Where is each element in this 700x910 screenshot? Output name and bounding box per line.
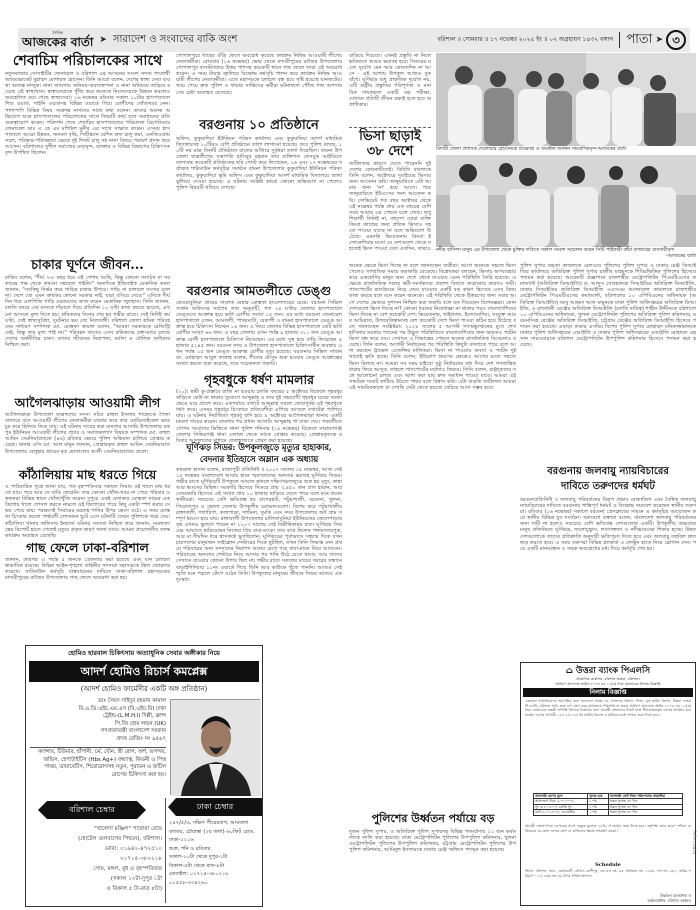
table-cell: ১০% bbox=[588, 799, 608, 804]
table-cell: অনাদায়ী মোট টাকা পরিশোধের সময়সীমা bbox=[608, 794, 682, 799]
text-line: পি.জি হোম লন্ডন (UK) bbox=[114, 720, 166, 727]
photo-caption: নদীর বাসিন্দা মানুষ এর উপজেলা থেকে মুক্তির দাবিতে সকাল সংবাদ সম্মেলন করেন সিটি পাইকারী কাঁচা বাজারের ব্যবসায়ীবৃন্দ bbox=[436, 248, 675, 253]
divider bbox=[165, 798, 166, 903]
auction-table bbox=[533, 793, 683, 816]
text-line: সকাল-১০টা থেকে দুপুর-১টা bbox=[169, 854, 228, 860]
headline-borguna-10: বরগুনায় ১০ প্রতিষ্ঠানে bbox=[199, 118, 319, 133]
table-cell: সকল সুদসহ ৩০ দিন bbox=[608, 810, 682, 815]
headline-line: দাবিতে তরুণদের ধর্মঘট bbox=[561, 481, 655, 492]
doctor-credentials bbox=[30, 698, 166, 746]
article-body: বাড়িয়ে দিয়েছে। এখনই প্রস্তুতি না নিলে ভবিষ্যতে আরও ভয়াবহ হবে। সিডরের মতো দুর্যোগ যেন আর কোনোদিন না আসে - এই আশায় উপকূল আজও বুক বাঁধে। ঘূর্ণিঝড় শুধু প্রাকৃতিক দুর্যোগ নয়, এটি রাষ্ট্রীয় প্রস্তুতির পরিপূর্ণতা ও মানবিক দায়বদ্ধতা একটি বড় পরীক্ষা, যেখানে প্রতিটি জীবন রক্ষাই হতে হবে অগ্রাধিকার। bbox=[349, 53, 431, 108]
barishal-chamber-banner bbox=[38, 801, 146, 819]
headline-line: বেদনার ইতিহাসে অম্লান এক অধ্যায় bbox=[199, 454, 319, 464]
section-title: সারাদেশ ও সংবাদের বাকি অংশ bbox=[112, 34, 238, 45]
article-body-continued bbox=[349, 263, 516, 809]
article-body-continued bbox=[266, 645, 343, 907]
text-line: বাজার, চৌরাস্তা (২য় তলা) ৬০ফিট রোড, bbox=[169, 828, 255, 835]
bank-name-text: উত্তরা ব্যাংক পিএলসি bbox=[575, 666, 651, 676]
article-body: ও পারিবারিক সূত্রে জানা যায়, গত বৃহস্পতিবার সকালে সিয়াম ওই খালে মাছ ধরতে যায়। পরে আর সে বাড়ি ফেরেনি। তার কোনো খোঁজ-খবর না পেয়ে পরিবার ও স্বজনরা বিভিন্ন স্থানে খোঁজাখুঁজি করেন। দুপুরে একই এলাকার মোস্তফা নামের এক কিশোর খালে গোসল করতে নামলে ওই কিশোরের পায়ে কিছু একটা স্পর্শ করায় সে ভয় পেয়ে যায়। পরক্ষণেই সিয়ামের মরদেহ পানির উপর ভেসে ওঠে। এ সময় মোস্তফা চিৎকার করলে পার্শ্ববর্তী লোকজন ছুটে এসে ঘটনাটি জেনে পুলিশকে খবর দেয়। কাঁঠালিয়া থানার অফিসার ইনচার্জ ঘটনার সত্যতা নিশ্চিত করে জানান, ময়নাতদন্তের রিপোর্ট হাতে পেলেই মৃত্যুর প্রকৃত কারণ জানা যাবে। আমরা প্রয়োজনীয় তদন্ত কার্যক্রম অব্যাহত রেখেছি। bbox=[5, 484, 170, 539]
table-row bbox=[534, 810, 683, 815]
text-line: ও বিকাল ৫ টা-রাত ৮টা) bbox=[106, 886, 162, 892]
text-line: ০১৫৫৮-৩৩৪২৬০ bbox=[169, 879, 208, 886]
text-line: (হোটেল গুলবাগের পিছনে), বরিশাল। bbox=[78, 836, 162, 842]
article-body: বরগুনাপ্রতিনিধি ॥ জলবায়ু পরিবর্তনের বিরূপ প্রভাব মোকাবিলা এবং বৈশ্বিক জলবায়ু ন্যায়বিচারের দাবিতে বরগুনায় শান্তিপূর্ণ ধর্মঘট ও বিক্ষোভ সমাবেশ করেছেন স্থানীয় তরুণরা। রবিবার (১৬ নভেম্বর) সকালে বরগুনা প্রেসক্লাবের সামনে এ কর্মসূচির আয়োজন করে স্থানীয় বিভিন্ন যুব সংগঠন। সমাবেশে বক্তারা বলেন, বাংলাদেশ জলবায়ু পরিবর্তনের জন্য দায়ী না হলেও সবচেয়ে বেশি ক্ষতিগ্রস্ত দেশগুলোর একটি। উপকূলীয় অঞ্চলের মানুষ প্রতিনিয়ত ঘূর্ণিঝড়, জলোচ্ছ্বাস, লবণাক্ততা ও নদীভাঙনের শিকার হচ্ছে। উন্নত দেশগুলোকে তাদের প্রতিশ্রুতি অনুযায়ী ক্ষতিপূরণ দিতে হবে এবং জলবায়ু তহবিল দ্রুত ছাড় করতে হবে। এ সময় তরুণরা বিভিন্ন প্ল্যাকার্ড ও ফেস্টুন হাতে নিয়ে স্লোগান দেন। পরে একটি মানববন্ধন ও সড়ক অবরোধের মধ্য দিয়ে কর্মসূচি শেষ হয়। bbox=[520, 497, 696, 552]
page-number bbox=[626, 29, 686, 51]
doctor-portrait bbox=[170, 699, 260, 795]
table-cell: সুদ ৩,২০,৫০০/- চলতি সুদ bbox=[534, 804, 588, 809]
divider bbox=[349, 127, 431, 128]
table-cell: অনাদায়ী ঋণের মূল্য bbox=[534, 794, 588, 799]
text-line: (সকাল ১০টা-দুপুর ১টা bbox=[110, 876, 162, 882]
newspaper-logo bbox=[22, 30, 93, 50]
text-line: প্রদত্ত রেজিঃ নং ৯৫৬৭ bbox=[116, 735, 166, 742]
headline-line: ভিসা ছাড়াই bbox=[359, 129, 421, 144]
text-line: গণপ্রজাতন্ত্রী বাংলাদেশ সরকার bbox=[100, 728, 166, 735]
table-cell: সুদের হার bbox=[588, 794, 608, 799]
news-photo-press-conference bbox=[436, 155, 696, 247]
article-body bbox=[176, 467, 342, 643]
advertisement-bank-auction bbox=[520, 662, 696, 906]
headline-line: ৩৮ দেশে bbox=[366, 144, 414, 159]
notice-body: এতদ্বারা সর্বসাধারণের অবগতির জন্য জানানো যাচ্ছে যে, আসলাম বিশ্বাস, পিতা- মৃত হামিদ বিশ্বাস, উত্তরা ব্যাংক পিএলসি, বরিশাল শাখা হতে ঋণ গ্রহণ করে যথাসময়ে পরিশোধ না করায় অর্থঋণ আদালত আইন ২০০৩ এর ১২(৩) ধারা মোতাবেক বন্ধকী সম্পত্তি নিলামে বিক্রয়ের জন্য আগ্রহী ক্রেতাদের নিকট হতে সীলমোহরকৃত দরপত্র আহ্বান করা যাচ্ছে। দরপত্র আগামী ১৫/১২/২০২৫ ইং তারিখ বিকাল ৩ ঘটিকার মধ্যে শাখায় জমা দিতে হবে। bbox=[525, 699, 691, 717]
logo-tagline: দৈনিক bbox=[52, 30, 63, 35]
text-line: ঢাকা-১২১৬ bbox=[169, 837, 194, 843]
arrow-icon: ➤ bbox=[99, 35, 107, 45]
divider bbox=[30, 747, 166, 748]
table-cell: সকল সুদসহ ৩০ দিন bbox=[608, 799, 682, 804]
headline-shebachim: শেবাচিম পরিচালকের সাথে bbox=[12, 53, 163, 69]
text-line: ট্রেইন্ড-(L.M.H.I) দিল্লী, ফ্রান্স bbox=[102, 713, 166, 720]
logo-text: আজকের বার্তা bbox=[22, 35, 94, 49]
signature bbox=[611, 893, 691, 903]
headline-line: ঘূর্ণিঝড় সিডর: উপকূলজুড়ে মৃত্যুর হাহাকার, bbox=[186, 442, 332, 452]
headline-grihobodhu: গৃহবধুকে ধর্ষণ মামলার bbox=[204, 372, 314, 387]
group-photo-image bbox=[436, 53, 696, 146]
article-text: কামরুল হাসান বলেন, রাজাপুরী প্রতিনিধি ॥ ২০০৭ সালের ১৫ নভেম্বর, আজ সেই ১৫ নভেম্বর বাংলাদেশে আবার হানে স্মরণকালের অন্যতম ভয়াবহ ঘূর্ণিঝড় সিডর। গভীর রাতে ঘূর্ণিঝড়টি উপকূলে আঘাত হানলে দক্ষিণাঞ্চলজুড়ে শুরু হয় মৃত্যু, কান্না আর ধ্বংসের মিছিল। সরকারি হিসেবে সিডরে প্রায় ৩,৪৫০ জন প্রাণ হারান, আর বেসরকারি হিসেবে এই সংখ্যা প্রায় ১০ হাজার ছাড়িয়ে যেতে পারে বলে মনে করেন স্থানীয়রা। সবচেয়ে বেশি ক্ষতিগ্রস্ত হয় বাগেরহাট, পটুয়াখালী, বরগুনা, খুলনা, পিরোজপুর ও ভোলা জেলার উপকূলীয় চরাঞ্চলগুলো। বিশেষ করে পটুয়াখালীর রাঙ্গাবালী, গলাচিপা, কলাপাড়া, দশমিনা, দুমকি এবং সদর উপজেলার অর্ধ গ্রাম সম্পূর্ণ ধ্বংসে হয়ে যায়। রাঙ্গাবালী উপজেলার চালিতাবুনিয়া ইউনিয়নের জেলেপাড়ার বৃদ্ধ এখনও ভুলতে পারেন না ২০০৭ সালের সেই বিভীষিকাময় রাত। ঘূর্ণিঝড় সিডরের আঘাতে হারিয়েছেন নিজের প্রিয় বাবা-মাকে। তার বাবা ছিলেন গঙ্গামাতারপুত্র, আর মা দীর্ঘদিন ধরে শ্বাসকষ্টে ভুগছিলেন। ঘূর্ণিঝড়ের পূর্বাভাসে সন্ধ্যার দিকে যখন চারপাশের মানুষজন সাইক্লোন শেল্টারের দিকে ছুটছিল, তখন তিনি সিদ্ধান্ত নেন প্রথমে পরিবারের অন্য সদস্যদের নিরাপদ আশ্রয় রেখে পরে বাবা-মাকে নিয়ে আসবেন। পরিবারের অন্যদের শেল্টারে নিয়ে আসার পর পানি উঠে যেতে থাকে, আর তাদের সেখানে যাওয়ার কোনো উপায় ছিল না। গভীর রাতে সকলের মায়ের খবরের সন্ধানে বাড়াইশিদিয়ার ১১নং ওয়ার্ডে গিয়ে তিনি আর কাউকে খুঁজে পাননি। আজও সেই স্মৃতি মনে পড়লে কেঁপে ওঠেন তিনি। উপকূলের মানুষের জীবনে সিডর আজও এক দুঃস্বপ্ন। bbox=[176, 467, 342, 583]
headline-agoiljhara: আগৈলঝাড়ায় আওয়ামী লীগ bbox=[14, 395, 161, 410]
dhaka-chamber-banner bbox=[168, 798, 262, 816]
article-body: জানান, তারপর এ পর্যন্ত ৫ জনকে গ্রেফতার করা হয়েছে এবং যান চলাচল স্বাভাবিক রয়েছে। বিভিন্ন আইন-শৃঙ্খলা বাহিনীর সদস্যরা মহাসড়কে টহল জোরদার করেছে। সাটডাউন কর্মসূচি বাস্তবায়নের দাবিতে ঢাকা-বরিশাল মহাসড়কের মাদারীপুরের রাজৈর উপজেলায় গাছ ফেলে অবরোধ করা হয়। bbox=[5, 557, 170, 582]
group-photo-image bbox=[436, 155, 696, 247]
article-text: জটিলতার কারণে যেতে পারেননি দুই দেশের কোনোটিতেই। বিবিসি বাংলাকে তিনি বলেন, অক্টোবরে দুবাইয়ের ভিসার জন্য আবেদন করি। জানুয়ারিতে এটা আমার জন্য 'না' হয়ে আসে। পরে জানুয়ারিতে ইউএসের জন্য আবেদন করি। সোভিয়েট গত বছর অক্টোবর থেকে এই নভেম্বর পর্যন্ত প্রায় এক বছরের বেশি সময় আমার এর পেছনে চলে গেছে। শুধু শিক্ষার্থী তিনিই না, বহুদেশ ঘোরা ব্যক্তি কিংবা কাজের জন্য প্রতিক ভিসাও সহজে পাওয়া যাচ্ছে না বলে অভিযোগ উঠেছে। এমনকি ভিয়েতনাম কিংবা ইন্দোনেশিয়ার মতো যে দেশগুলো থেকে সহজেই ভিসা পাওয়া যেত এতদিন, তারাও bbox=[349, 161, 431, 253]
text-line: মোবাইল: ০১৭১৫-৩৮০২১৮ bbox=[169, 871, 229, 877]
ad-ref: জিডি-১২৩/২৫ bbox=[692, 830, 697, 855]
issue-date: বরিশাল ॥ সোমবার ॥ ১৭ নভেম্বর ২০২৫ ইং ॥ ০২ অগ্রহায়ণ ১৪৩২ বঙ্গাব্দ bbox=[437, 36, 614, 43]
text-line: ডাঃ সৈয়দ সাইদুর রহমান কামাল bbox=[97, 698, 166, 704]
text-line: শুক্র, শনি ও রবিবার bbox=[169, 845, 211, 852]
photo-caption: বিদায়ী জেলা প্রশাসক দেলোয়ার হোসেনকে শুভেচ্ছা ও সংবর্ধনা জানান সাংবাদিকবৃন্দ-আজকের বার্তা bbox=[436, 147, 627, 152]
notice-terms: আগ্রহী ক্রেতাগণকে দরপত্রের সাথে দরকৃত মূল্যের ২৫% পে-অর্ডার জমা দিতে হবে। কর্তৃপক্ষ কোন কারণ দর্শানো ব্যতিরেকে যে কোন দরপত্র গ্রহণ বা বাতিলের ক্ষমতা সংরক্ষণ করেন। bbox=[525, 824, 691, 833]
headline-kathalia: কাঁঠালিয়ায় মাছ ধরতে গিয়ে bbox=[18, 467, 157, 482]
bank-logo-icon: ⌂ bbox=[565, 666, 576, 676]
headline-police: পুলিশের উর্ধ্বতন পর্যায়ে বড় bbox=[371, 812, 495, 825]
barishal-chamber-address bbox=[28, 824, 162, 894]
headline-visa bbox=[349, 129, 431, 159]
article-body bbox=[349, 161, 431, 257]
article-body: কেওয়াবুনিয়া গ্রামের সালেক মেম্বার মোস্তফা হাওলাদারের মেয়ে। বরগুনা সিভিল সার্জন অফিসের সর্বশেষ তথ্য অনুযায়ী, গত ২৪ ঘণ্টায় জেলার হাসপাতালে ডেঙ্গুতে আক্রান্ত হয়ে ভর্তি রোগীর সংখ্যা ১৫ জন। এর মধ্যে বরগুনা জেনারেল হাসপাতালে ৫জন, আমতলী, পাথরঘাটা, বেতাগী ও বামনা হাসপাতালে ডেঙ্গু আক্রান্ত হয়ে চিকিৎসা নিচ্ছেন ১৪ জন। এ নিয়ে জেলার বিভিন্ন হাসপাতালে মোট ভর্তি রোগীর সংখ্যা ৬৬ জন। এ বছর জেলায় এখন পর্যন্ত ৯ হাজার ৩১১ জন ডেঙ্গু আক্রান্ত রোগী হাসপাতালে চিকিৎসা নিয়েছেন। এর মধ্যে সুস্থ হয়ে বাড়ি ফিরেছেন ৯ হাজার ৫২৪৫ জন। বরগুনা সদর ও উপজেলা হাসপাতালে চিকিৎসাধীন অবস্থায় এখন পর্যন্ত ১৫ জন ডেঙ্গু আক্রান্ত রোগীর মৃত্যু হয়েছে। বরগুনার সিভিল সার্জন ডা. মোহাম্মদ আবুল ফাত্তাহ বলেন, শীতের মৌসুম শুরু হওয়ায় ডেঙ্গু আক্রান্তের সংখ্যা কমতে শুরু করেছে, তবে সচেতনতা জরুরি। bbox=[176, 300, 343, 367]
ad-tagline: হোমিও হারবাল চিকিৎসায় অত্যাধুনিক সেবার অঙ্গীকার নিয়ে bbox=[68, 649, 220, 657]
schedule-title: Schedule bbox=[595, 862, 621, 868]
ad-name-banner: আদর্শ হোমিও রিচার্স কমপ্লেক্স bbox=[29, 661, 259, 682]
text-line: উর্ধ্বতন ব্যবস্থাপক ও bbox=[660, 893, 691, 898]
headline-climate bbox=[518, 464, 698, 494]
headline-line: বরগুনায় জলবায়ু ন্যায়বিচারের bbox=[547, 466, 669, 477]
page-number-circle: ৩ bbox=[666, 30, 686, 50]
doctor-photo-image bbox=[171, 700, 261, 796]
dhaka-chamber-address bbox=[169, 819, 262, 887]
headline-dengue: বরগুনার আমতলীতে ডেঙ্গু bbox=[186, 283, 332, 298]
article-text: অনেক ক্ষেত্রে ভিসা দিচ্ছে না বলে জানাচ্ছেন যাত্রীরা। আগে অনেকে সহজে ভিসা পেলেও সাম্প্রতিক সময়ে কড়াকড়ি বেড়েছে। বিশ্লেষকরা বলছেন, ভিসার অপব্যবহার করে একশ্রেণির মানুষ অন্য দেশে থেকে যাওয়ায় এমন পরিস্থিতি তৈরি হয়েছে। এক্ষেত্রে রাজনৈতিক দলের কর্মী-সমর্থকদের প্রকাশ্য বিবাদে জড়ানোর কারণও দায়ী। পাসপোর্টের র‍্যাংকিংয়ে নিচে নেমে যাওয়ার একটি বড় কারণ হিসেবে এসব বিষয় কাজ করছে বলে মনে করেন অনেকে। এই পরিস্থিতি থেকে উত্তরণের জন্য সবার আগে দেশের ভেতরে সুশাসন নিশ্চিত করা জরুরি বলে মত দিয়েছেন বিশেষজ্ঞরা। কোন দেশগুলো ভিসা দিচ্ছে না? কোনো ধরনের নিষেধাজ্ঞা না থাকার পরও বাংলাদেশিদের ভিসা দিচ্ছে না বেশ কয়েকটি দেশ। ভিয়েতনাম, থাইল্যান্ড, ইন্দোনেশিয়া, সংযুক্ত আরব আমিরাত, উজবেকিস্তানসহ বেশ কয়েকটি দেশে ভিসা পাওয়া কঠিন হয়ে উঠেছে বলে জানাচ্ছেন সংশ্লিষ্টরা। ২০২৪ সালের ৫ আগস্ট গণঅভ্যুত্থানের মুখে শেখ হাসিনার সরকার পতনের পর উদ্ভূত পরিস্থিতিতে বাংলাদেশিদের জন্য ভারতও পর্যটন ভিসা বন্ধ করে দেয়। সেখানে এ সিদ্ধান্তের পেছনে অনেক রাজনৈতিক বিবেচনাও রয়েছে। তিনি বলেন, আগামী নির্বাচনের পর পরিস্থিতি কিছুটা বদলাতে পারে বলে আশা করছেন ট্রাভেল এজেন্সির মালিকরা। ভিসা না পাওয়ায় ব্যবসা ও পর্যটন দুই খাতেই ক্ষতি হচ্ছে। তিনি বলেন, ইউরোপ ভ্রমণের ক্ষেত্রেও আগের মতো সহজে ভিসা মিলছে না। আমরা সব সময় চাইবো সুষ্ঠু নির্বাচনের মধ্য দিয়ে দেশ গণতান্ত্রিক ধারায় ফিরে আসুক, তাহলে পাসপোর্টের মর্যাদাও ফিরবে। তিনি বলেন, রাষ্ট্রদূতদের সঙ্গে আলোচনা চলছে এবং আশা করা যায় দ্রুত সমাধান পাওয়া যাবে। আমরা এই সাময়িক সংকট কাটিয়ে উঠতে পারব বলে বিশ্বাস করি। এটা বাড়তি জটিলতা আমরা এই সাময়িককালে যা দেখছি সেটা থেকে হয়তো বেরিয়ে আসা সম্ভব হবে। bbox=[349, 263, 516, 391]
dhaka-chamber-title: ঢাকা চেম্বার bbox=[196, 802, 234, 811]
article-body: পুলিশ সুপার অমৃতা কাজলকে রেলওয়ে পুলিশের পুলিশ সুপার ও ঢাকার রেঞ্জ ডিআইজির কার্যালয়ে অতিরিক্ত পুলিশ সুপার রাজীব মাহমুদকে শিবিরভিত্তিক পুলিশের হিসেবে পদায়ন করা হয়েছে। আরেকটি প্রজ্ঞাপনে রাজশাহীর মেট্রোপলিটন পিএমটিএসের কমান্ড্যান্ট (অতিরিক্ত ডিআইজি) ড. আব্দুস সোবহানকে সিআইডির অতিরিক্ত ডিআইজি, ঢাকার সিআইডির অতিরিক্ত ডিআইজি এএসএম আনছারুল কামালকে রাজশাহীর মেট্রোপলিটন পিএমটিএসের কমান্ড্যান্ট, বরিশালের ১০ এপিবিএনের অধিনায়ক (অতিরিক্ত ডিআইজি) আবু আহমদ আল মামুনকে ঢাকা পুলিশ অধিদপ্তরের অতিরিক্ত ডিআইজি, ৪ রাজধানী রেঞ্জের অতিরিক্ত ডিআইজি (চলতি দায়িত্ব) শাহীন উদ্দীনকে বরিশালে ১০ এপিবিএনের অধিনায়ক, খুলনা মেট্রোপলিটন পুলিশের অতিরিক্ত পুলিশ কমিশনার, ময়মনসিংহ রেঞ্জের অতিরিক্ত ডিআইজি, চট্টগ্রাম রেঞ্জের অতিরিক্ত ডিআইজি হিসেবে পদায়ন করা হয়েছে। এছাড়া ঢাকার এসবির বিশেষ পুলিশ সুপার মোহাম্মদ মনিরুজ্জামানকে ঢাকার পুলিশ অধিদপ্তরের এআইজি ও ঢাকার পুলিশ অধিদপ্তরের এআইজি মোহাম্মদ এহসান সারওয়ারকে বরিশাল মেট্রোপলিটন উপপুলিশ কমিশনার হিসেবে পদায়ন করা হয়েছে। bbox=[520, 263, 696, 349]
text-line: মোবা: ০১৯৪২-৪৭২৫১০ bbox=[104, 846, 162, 852]
auction-table-wrap bbox=[533, 793, 683, 822]
headline-chaka: চাকার ঘূর্ণনে জীবন... bbox=[31, 258, 144, 273]
disease-list: ক্যান্সার, টিউমার, হাঁপানী, চর্ম, যৌন, স্ত্রী রোগ, অর্শ, ভগন্দর, জন্ডিস, হেপাটাইটিস (Hbs Ag+) বন্ধ্যাত্ব, কিডনী ও পিত্ত পাথর, ডায়াবেটিস, শিরোরোগসহ নতুন, পুরাতন ও জটিল রোগের চিকিৎসা করা হয়। bbox=[38, 749, 166, 778]
headline-sidr bbox=[176, 441, 342, 465]
table-cell: সকল সুদসহ ৩০ দিন bbox=[608, 804, 682, 809]
text-line: অঞ্চলপ্রধান, বরিশাল অঞ্চল। bbox=[647, 898, 691, 903]
table-cell: ১০% bbox=[588, 810, 608, 815]
barishal-chamber-title: বরিশাল চেম্বার bbox=[69, 805, 115, 814]
bank-name bbox=[521, 665, 695, 677]
text-line: ২৪৭/৫/এ, দক্ষিণ পীরেরবাগ, আমতলা bbox=[169, 820, 249, 826]
divider bbox=[619, 32, 620, 48]
article-body: গোপালপুরে গাছের গুঁড়ি ফেলে অবরোধ করেছে কার্যক্রম নিষিদ্ধ আওয়ামী লীগের নেতাকর্মীরা। রোববার (১৬ নভেম্বর) ভোর থেকে মাদারীপুরের রাজৈর উপজেলার গোপালপুর বাসস্ট্যান্ডের উত্তর পাশসহ কয়েকটি স্থানে গাছ ফেলে তারা এই অবরোধ করেন। এ সময় টায়ার জ্বালিয়ে বিক্ষোভ কর্মসূচি পালন করে কার্যক্রম নিষিদ্ধ আওয়ামী লীগের নেতাকর্মীরা। এতে মহাসড়কে চলাচল বন্ধ হয়ে সৃষ্টি হয়েছে যানজটের। খবর পেয়ে দ্রুত পুলিশ ও ফায়ার সার্ভিসের কর্মীরা ঘটনাস্থলে পৌঁছে গাছ অপসারণের চেষ্টা অব্যাহত রেখেছে। bbox=[176, 53, 342, 96]
advertisement-homeo bbox=[25, 645, 263, 907]
article-body: নতুনবাজার সোসাইটির জেনারেল ও বরিশাল এর আসনের সংসদ সদস্য পদপ্রার্থী অ্যাডভোকেট মুহাম্মদ মোশারফ হোসেন। তিনি আরো বলেন, দেশের স্বাস্থ্য সেবা ব্যবস্থা অত্যন্ত নাজুক। নানা জায়গায় অনিয়ম-অব্যবস্থাপনা ও নানা অনিয়মে জড়িয়ে রয়েছে এই স্বাস্থ্যখাত। স্বাস্থ্যসেবাকে পুঁজি করে অনেকে নিজেদেরকে উন্নয়ন করলেও অবহেলিত রয়ে গেছে স্বাস্থ্যসেবা। ১৬ নভেম্বর রবিবার সকাল ১০টায় হাসপাতালে শিশু ওয়ার্ড, গাইনি ওয়ার্ডসহ বিভিন্ন ওয়ার্ডে গিয়ে রোগীদের খোঁজখবর নেন। পাশাপাশি বিভিন্ন বিষয় সংক্রান্ত নার্সদের সাথে কথা বলেন। তাদের অনেক অভিযোগ শুনে হাসপাতালের পরিচালকের সাথে বিষয়টি কথা বলে সমাধানের প্রতি গুরুত্বারোপ করেন। পরিদর্শন শেষে শেবাচিম হাসপাতালের পরিচালক ব্রিগেডিয়ার জেনারেল ডাঃ এ কে এম মশিউল মুনীর এর সাথে সাক্ষাত করেন। এসময় হাসপাতালে আরো উন্নয়ন, জনবল বৃদ্ধি, সিটিস্ক্যান মেশিন দ্রুত চালু করা, এনজিওগ্রাম সচল, পরিষ্কার-পরিচ্ছন্নতা ক্ষেত্রে দুই শিফট চালু সহ নানা বিষয়ে পরামর্শ প্রদান করে আসেন। বরিশালের সুশীল সমাজের নেতৃবৃন্দ, ডাক্তার ও বিভিন্ন বিভাগের চিকিৎসকবৃন্দ উপস্থিত ছিলেন। bbox=[5, 71, 170, 157]
schedule-body: জিলা- বরিশাল, থানা- কোতয়ালী, মৌজা- কাশীপুর, জে.এল নং- ৪৬, খতিয়ান নং- ১২৩৪, দাগ নং- ৫৬৭, জমির পরিমাণ ০.০৫ একর সহ এর উপর নির্মিত স্থাপনা। bbox=[525, 869, 691, 878]
headline-gachh: গাছ ফেলে ঢাকা-বরিশাল bbox=[26, 540, 149, 555]
article-body: রাকিব বলেন, "দীর্ঘ ৭-৮ বছর ধরে এই পেশায় আছি, কিন্তু কোনো সংগঠন বা সরকারের পক্ষ থেকে কখনো সহায়তা পাইনি।" অন্যদিকে ইজিবাইক মেকানিক কমল জানান, "সবকিছু নির্ভর করে গাড়ির চাকার উপরে। গাড়ি না চালালে সংসার চলে না। দেশে তো এমন কার্যকর কোনো সরকার নাই, যারা বসিয়ে দেবে।" এদিকে দীর্ঘদিন ধরে এলপিজি গাড়ি মেরামতের কাজ করেন মেকানিক জুলহাস। তিনি জানান, চলতি বছরে এক মাসকে দাঁড়াতে দিয়ে প্রতিদিন ১০ ঘণ্টা কাজ করতে হয়েছে, এখনো আসলে মূল্য দিতে হয়। শ্রমিকদের দিনের শেষ হয় গভীর রাতে। সেই নির্দিষ্ট কর্মঘণ্টা, সেই স্বাস্থ্যসুবিধা, দুর্ঘটনার ভয় তো নিত্যসঙ্গী। বরিশাল জেলা শ্রমিক পরিবহনের সাধারণ সম্পাদক মো. মোস্তফা কামাল বলেন, "আমরা সরকারকে রেজিস্ট্রি নেই, কিন্তু তার মূল্য পাই না।" পরিবহন খাতের এসব শ্রমিকদের রক্ত-ঘামে চলছে দেশের অর্থনীতির চাকা। তাদের জীবনের নিরাপত্তা, মর্যাদা ও মৌলিক অধিকার নিশ্চিত করা। bbox=[5, 275, 170, 349]
bank-branch: আঞ্চলিক কার্যালয়, বরিশাল অঞ্চল, বরিশাল। bbox=[576, 677, 640, 681]
photo-credit: -আজকের বার্তা bbox=[665, 254, 696, 259]
article-body: দুজন পুলিশ সুপার, ও অতিরিক্ত পুলিশ সুপারসহ বিভিন্ন পদমর্যাদার ১১ জন কর্মকর্তাকে বদলি করা হয়েছে। ঢাকা মেট্রোপলিটন পুলিশের উপপুলিশ কমিশনার, খুলনা মেট্রোপলিটন পুলিশের উপপুলিশ কমিশনার, চট্টগ্রাম মেট্রোপলিটন পুলিশের উপপুলিশ কমিশনার, আমিনুল ইসলামকে ঢাকার রেঞ্জ অফিসে পদায়ন করা হয়েছে। bbox=[349, 829, 516, 854]
page-label: পাতা bbox=[626, 32, 653, 47]
article-body: অফিস, কুকুয়াদিয়া ইউনিয়ন পরিষদ কার্যালয় এবং কুকুয়াদিয়া আদর্শ মাধ্যমিক বিদ্যালয়সহ ১০টিরও বেশি প্রতিষ্ঠানে তালা লাগানো হয়েছে। তবে পুলিশ বলছে, ১০টি নয় মাত্র তিনটি প্রতিষ্ঠানে রাতের আঁধারে দুর্বৃত্তরা তালা দিয়েছিল। বামনা উপজেলা ছাত্রলীগের সভাপতি হাসিবুর রহমান তার ব্যক্তিগত ফেসবুক আইডিতে তালাবদ্ধ কয়েকটি প্রতিষ্ঠানের ছবি পোস্ট করে লিখেছেন, ১৬ এবং ১৭ নভেম্বরের সর্বাত্মক শাটডাউন কর্মসূচির সমর্থনে বামনা উপজেলার কুকুয়াদিয়া ইউনিয়ন পরিষদ কার্যালয়, কুকুয়াদিয়া ভূমি অফিস এবং কুকুয়াদিয়া আদর্শ মাধ্যমিক বিদ্যালয়ে তালা ঝুলিয়ে দেওয়া হয়েছে। এ ঘটনায় সংশ্লিষ্ট কারো কোনো অভিযোগ না পেলেও পুলিশ বিষয়টি খতিয়ে দেখছে। bbox=[176, 136, 343, 191]
table-cell: ১০% bbox=[588, 804, 608, 809]
article-body: (২০)। স্বামী কু-প্রস্তাবে রাজি না হওয়ায় চলতি বছরের ৫ অক্টোবর বিকেলে গৃহবধূর বাড়িতে কেউ না থাকার সুযোগে আব্দুল্লাহ ও তার দুই সহযোগী গৃহবধূর ঘরের দরজা ভেঙে ঘরে প্রবেশ করে। একপর্যায়ে বখাটে আব্দুল্লাহ সবলে জোরপূর্বক ওই গৃহবধূকে ধর্ষণ করে। এসময় গৃহবধূর চিৎকারে প্রতিবেশীরা এগিয়ে আসলে বখাটেরা পালিয়ে যায়। এ ঘটনায় নির্যাতিতা গৃহবধূ বাদি হয়ে ৯ অক্টোবর আগৈলঝাড়া থানায় একটি মামলা দায়ের করেন। মামলার পর প্রধান আসামি আব্দুল্লাহ গা ঢাকা দেয়। পরবর্তীতে গোপন সংবাদের ভিত্তিতে থানা পুলিশ শনিবার (১৫ নভেম্বর) বিকেলে নারায়ণগঞ্জ জেলার সিদ্ধিরগঞ্জ থানা এলাকা থেকে তাকে গ্রেপ্তার করেছে। গ্রেপ্তারকৃতকে রবিবার আদালতের মাধ্যমে জেলহাজতে প্রেরণ করা হয়েছে। bbox=[176, 389, 342, 444]
table-cell: আসলঋণ টাকা ৫,০০,০০০/- bbox=[534, 799, 588, 804]
text-line: বি.এ.ডি.এইচ.এম.এস (বি.এইচ.বি) ঢাকা bbox=[78, 705, 166, 712]
bank-act: অর্থঋণ আদালত আইন-২০০৩ এর ১২(৩) ধারা মোতাবেক নিলাম বিজ্ঞপ্তি bbox=[555, 682, 661, 686]
table-cell: মোট ৮,২০,৫০০/- এর অধিক bbox=[534, 810, 588, 815]
arrow-icon: ➤ bbox=[655, 35, 663, 45]
photo-caption-row bbox=[436, 248, 696, 260]
text-line: বিকাল-৫টা থেকে রাত-৮টা bbox=[169, 862, 225, 869]
article-body: আগৈলঝাড়া উপজেলা ছাত্রদলের সদস্য সচিব রাহুল ইসলাম শাহেদকে পৈলা বাজারে বসে আওয়ামী লীগের নেতাকর্মীরা মারধর করে তার মোটরসাইকেল ভাঙচুর করে ছিনিয়ে নিয়ে যায়। এই ঘটনায় দায়ের করা মামলার আসামি উপজেলার রত্নপুর ইউনিয়ন আওয়ামী লীগের প্রচার ও সমাজকল্যাণ বিষয়ক সম্পাদক মো. রুহুল আমিন সেরনিয়াবাতকে (৪৬) রবিবার ভোরে পুলিশ অভিযান চালিয়ে গ্রেপ্তার করেছে। থানার ওসি মো. আল মামুন জানান, গ্রেপ্তারকৃত রুহুল আমিন সেরনিয়াবাত উপজেলার বেলুহার গ্রামের মৃত মোতালেব আলী সেরনিয়াবাতের ছেলে। bbox=[5, 412, 170, 455]
text-line: "খালেদা মঞ্জিল" প্যারারা রোড bbox=[94, 826, 162, 832]
ad-subtitle: (আদর্শ হোমিও ফার্মেসীর একটি অঙ্গ প্রতিষ্ঠান) bbox=[80, 685, 208, 693]
news-photo-dc-farewell bbox=[436, 53, 696, 146]
text-line: ০১৭১৫-৩৮০২১৮ bbox=[120, 856, 162, 862]
notice-title: নিলাম বিজ্ঞপ্তি bbox=[523, 688, 693, 697]
page-header-bar bbox=[18, 28, 690, 52]
text-line: সোম, মঙ্গল, বুধ ও বৃহস্পতিবার bbox=[93, 866, 162, 872]
